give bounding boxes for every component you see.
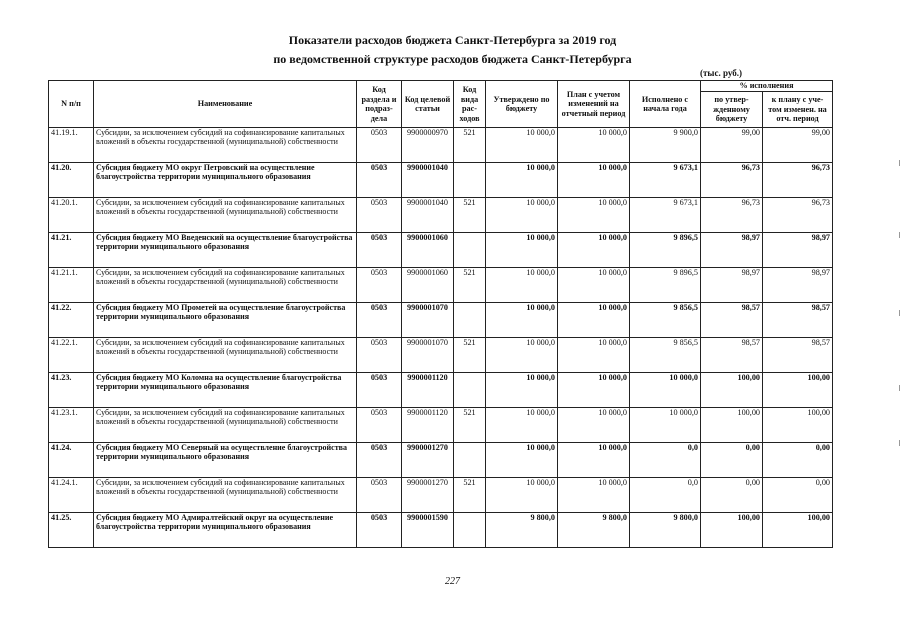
- cell-approved: 10 000,0: [486, 198, 558, 233]
- cell-approved: 10 000,0: [486, 478, 558, 513]
- header-pct-approved: по утвер-жденному бюджету: [701, 91, 763, 128]
- cell-name: Субсидии, за исключением субсидий на софинансирование капитальных вложений в объекты государственной (муниципальной) собственности: [94, 408, 357, 443]
- cell-plan: 10 000,0: [558, 373, 630, 408]
- cell-name: Субсидии, за исключением субсидий на софинансирование капитальных вложений в объекты государственной (муниципальной) собственности: [94, 478, 357, 513]
- cell-name: Субсидии, за исключением субсидий на софинансирование капитальных вложений в объекты государственной (муниципальной) собственности: [94, 268, 357, 303]
- document-title-line2: по ведомственной структуре расходов бюджета Санкт-Петербурга: [273, 52, 632, 66]
- cell-plan: 10 000,0: [558, 478, 630, 513]
- cell-razdel: 0503: [357, 338, 402, 373]
- cell-plan: 10 000,0: [558, 128, 630, 163]
- cell-vid: [454, 163, 486, 198]
- table-row: [49, 338, 833, 373]
- table-row: [49, 163, 833, 198]
- budget-table: [48, 80, 833, 548]
- cell-approved: 10 000,0: [486, 338, 558, 373]
- cell-name: Субсидия бюджету МО Введенский на осуществление благоустройства территории муниципального образования: [94, 233, 357, 268]
- cell-approved: 10 000,0: [486, 233, 558, 268]
- table-row: [49, 513, 833, 548]
- cell-name: Субсидия бюджету МО округ Петровский на осуществление благоустройства территории муниципального образования: [94, 163, 357, 198]
- cell-num: 41.25.: [49, 513, 94, 548]
- cell-plan: 10 000,0: [558, 163, 630, 198]
- cell-target: 9900001070: [402, 303, 454, 338]
- cell-plan: 10 000,0: [558, 233, 630, 268]
- cell-target: 9900001040: [402, 163, 454, 198]
- header-razdel: Код раздела и подраз-дела: [357, 81, 402, 128]
- cell-executed: 9 673,1: [630, 198, 701, 233]
- table-row: [49, 198, 833, 233]
- cell-pct-approved: 100,00: [701, 408, 763, 443]
- units-label: (тыс. руб.): [700, 68, 742, 78]
- cell-pct-plan: 100,00: [763, 373, 833, 408]
- header-executed: Исполнено с начала года: [630, 81, 701, 128]
- cell-razdel: 0503: [357, 408, 402, 443]
- cell-num: 41.24.1.: [49, 478, 94, 513]
- table-row: [49, 303, 833, 338]
- cell-pct-approved: 98,97: [701, 233, 763, 268]
- cell-approved: 10 000,0: [486, 443, 558, 478]
- cell-target: 9900001040: [402, 198, 454, 233]
- cell-pct-plan: 98,57: [763, 338, 833, 373]
- cell-name: Субсидии, за исключением субсидий на софинансирование капитальных вложений в объекты государственной (муниципальной) собственности: [94, 338, 357, 373]
- margin-mark: [899, 160, 900, 166]
- cell-razdel: 0503: [357, 443, 402, 478]
- cell-num: 41.21.: [49, 233, 94, 268]
- cell-name: Субсидии, за исключением субсидий на софинансирование капитальных вложений в объекты государственной (муниципальной) собственности: [94, 198, 357, 233]
- cell-executed: 0,0: [630, 478, 701, 513]
- cell-pct-approved: 98,97: [701, 268, 763, 303]
- cell-plan: 10 000,0: [558, 303, 630, 338]
- cell-num: 41.22.1.: [49, 338, 94, 373]
- cell-target: 9900001270: [402, 478, 454, 513]
- cell-target: 9900001060: [402, 233, 454, 268]
- cell-target: 9900001590: [402, 513, 454, 548]
- cell-vid: [454, 513, 486, 548]
- cell-name: Субсидия бюджету МО Северный на осуществление благоустройства территории муниципального образования: [94, 443, 357, 478]
- cell-name: Субсидия бюджету МО Прометей на осуществление благоустройства территории муниципального образования: [94, 303, 357, 338]
- cell-target: 9900001120: [402, 373, 454, 408]
- cell-pct-approved: 100,00: [701, 373, 763, 408]
- cell-pct-plan: 99,00: [763, 128, 833, 163]
- cell-approved: 9 800,0: [486, 513, 558, 548]
- cell-pct-approved: 0,00: [701, 478, 763, 513]
- cell-pct-approved: 96,73: [701, 163, 763, 198]
- header-name: Наименование: [94, 81, 357, 128]
- table-row: [49, 408, 833, 443]
- table-row: [49, 443, 833, 478]
- cell-approved: 10 000,0: [486, 408, 558, 443]
- cell-pct-plan: 98,57: [763, 303, 833, 338]
- cell-num: 41.19.1.: [49, 128, 94, 163]
- cell-num: 41.20.: [49, 163, 94, 198]
- cell-executed: 9 896,5: [630, 268, 701, 303]
- table-body: [49, 128, 833, 548]
- document-title-line1: Показатели расходов бюджета Санкт-Петербурга за 2019 год: [288, 33, 617, 47]
- cell-num: 41.24.: [49, 443, 94, 478]
- cell-pct-plan: 96,73: [763, 198, 833, 233]
- margin-mark: [899, 385, 900, 391]
- cell-num: 41.22.: [49, 303, 94, 338]
- cell-approved: 10 000,0: [486, 163, 558, 198]
- cell-razdel: 0503: [357, 198, 402, 233]
- cell-plan: 9 800,0: [558, 513, 630, 548]
- cell-vid: 521: [454, 478, 486, 513]
- cell-razdel: 0503: [357, 268, 402, 303]
- cell-pct-approved: 98,57: [701, 303, 763, 338]
- cell-executed: 0,0: [630, 443, 701, 478]
- cell-vid: [454, 373, 486, 408]
- page-number: 227: [445, 576, 460, 587]
- cell-executed: 9 856,5: [630, 338, 701, 373]
- cell-target: 9900001060: [402, 268, 454, 303]
- cell-executed: 9 900,0: [630, 128, 701, 163]
- cell-vid: 521: [454, 338, 486, 373]
- table-row: [49, 373, 833, 408]
- cell-name: Субсидия бюджету МО Коломна на осуществление благоустройства территории муниципального образования: [94, 373, 357, 408]
- cell-executed: 9 673,1: [630, 163, 701, 198]
- cell-pct-plan: 100,00: [763, 408, 833, 443]
- cell-pct-plan: 96,73: [763, 163, 833, 198]
- table-row: [49, 128, 833, 163]
- cell-razdel: 0503: [357, 478, 402, 513]
- cell-plan: 10 000,0: [558, 198, 630, 233]
- cell-vid: 521: [454, 408, 486, 443]
- margin-mark: [899, 310, 900, 316]
- cell-num: 41.20.1.: [49, 198, 94, 233]
- table-row: [49, 233, 833, 268]
- cell-vid: 521: [454, 198, 486, 233]
- cell-plan: 10 000,0: [558, 338, 630, 373]
- header-target: Код целевой статьи: [402, 81, 454, 128]
- cell-target: 9900001120: [402, 408, 454, 443]
- cell-vid: 521: [454, 268, 486, 303]
- cell-executed: 9 800,0: [630, 513, 701, 548]
- cell-approved: 10 000,0: [486, 373, 558, 408]
- cell-pct-plan: 98,97: [763, 268, 833, 303]
- cell-pct-approved: 99,00: [701, 128, 763, 163]
- header-approved: Утверждено по бюджету: [486, 81, 558, 128]
- cell-executed: 10 000,0: [630, 373, 701, 408]
- header-pct-plan: к плану с уче-том изменен. на отч. период: [763, 91, 833, 128]
- cell-approved: 10 000,0: [486, 128, 558, 163]
- cell-pct-approved: 0,00: [701, 443, 763, 478]
- header-num: N п/п: [49, 81, 94, 128]
- table-row: [49, 478, 833, 513]
- cell-approved: 10 000,0: [486, 303, 558, 338]
- cell-target: 9900001070: [402, 338, 454, 373]
- header-vid: Код вида рас-ходов: [454, 81, 486, 128]
- cell-pct-plan: 98,97: [763, 233, 833, 268]
- cell-executed: 9 856,5: [630, 303, 701, 338]
- cell-vid: [454, 303, 486, 338]
- cell-razdel: 0503: [357, 513, 402, 548]
- cell-num: 41.21.1.: [49, 268, 94, 303]
- header-percent-group: % исполнения: [701, 81, 833, 92]
- margin-mark: [899, 232, 900, 238]
- cell-vid: [454, 443, 486, 478]
- cell-num: 41.23.1.: [49, 408, 94, 443]
- cell-plan: 10 000,0: [558, 408, 630, 443]
- cell-pct-approved: 98,57: [701, 338, 763, 373]
- cell-name: Субсидии, за исключением субсидий на софинансирование капитальных вложений в объекты государственной (муниципальной) собственности: [94, 128, 357, 163]
- cell-target: 9900000970: [402, 128, 454, 163]
- cell-vid: 521: [454, 128, 486, 163]
- cell-executed: 9 896,5: [630, 233, 701, 268]
- cell-plan: 10 000,0: [558, 268, 630, 303]
- cell-executed: 10 000,0: [630, 408, 701, 443]
- cell-vid: [454, 233, 486, 268]
- cell-razdel: 0503: [357, 163, 402, 198]
- cell-razdel: 0503: [357, 233, 402, 268]
- cell-pct-approved: 100,00: [701, 513, 763, 548]
- cell-pct-plan: 0,00: [763, 443, 833, 478]
- header-plan: План с учетом изменений на отчетный период: [558, 81, 630, 128]
- cell-num: 41.23.: [49, 373, 94, 408]
- cell-razdel: 0503: [357, 128, 402, 163]
- cell-name: Субсидия бюджету МО Адмиралтейский округ на осуществление благоустройства территории муниципального образования: [94, 513, 357, 548]
- cell-pct-plan: 0,00: [763, 478, 833, 513]
- cell-pct-approved: 96,73: [701, 198, 763, 233]
- cell-plan: 10 000,0: [558, 443, 630, 478]
- margin-mark: [899, 440, 900, 446]
- table-row: [49, 268, 833, 303]
- cell-razdel: 0503: [357, 373, 402, 408]
- cell-target: 9900001270: [402, 443, 454, 478]
- cell-approved: 10 000,0: [486, 268, 558, 303]
- cell-pct-plan: 100,00: [763, 513, 833, 548]
- cell-razdel: 0503: [357, 303, 402, 338]
